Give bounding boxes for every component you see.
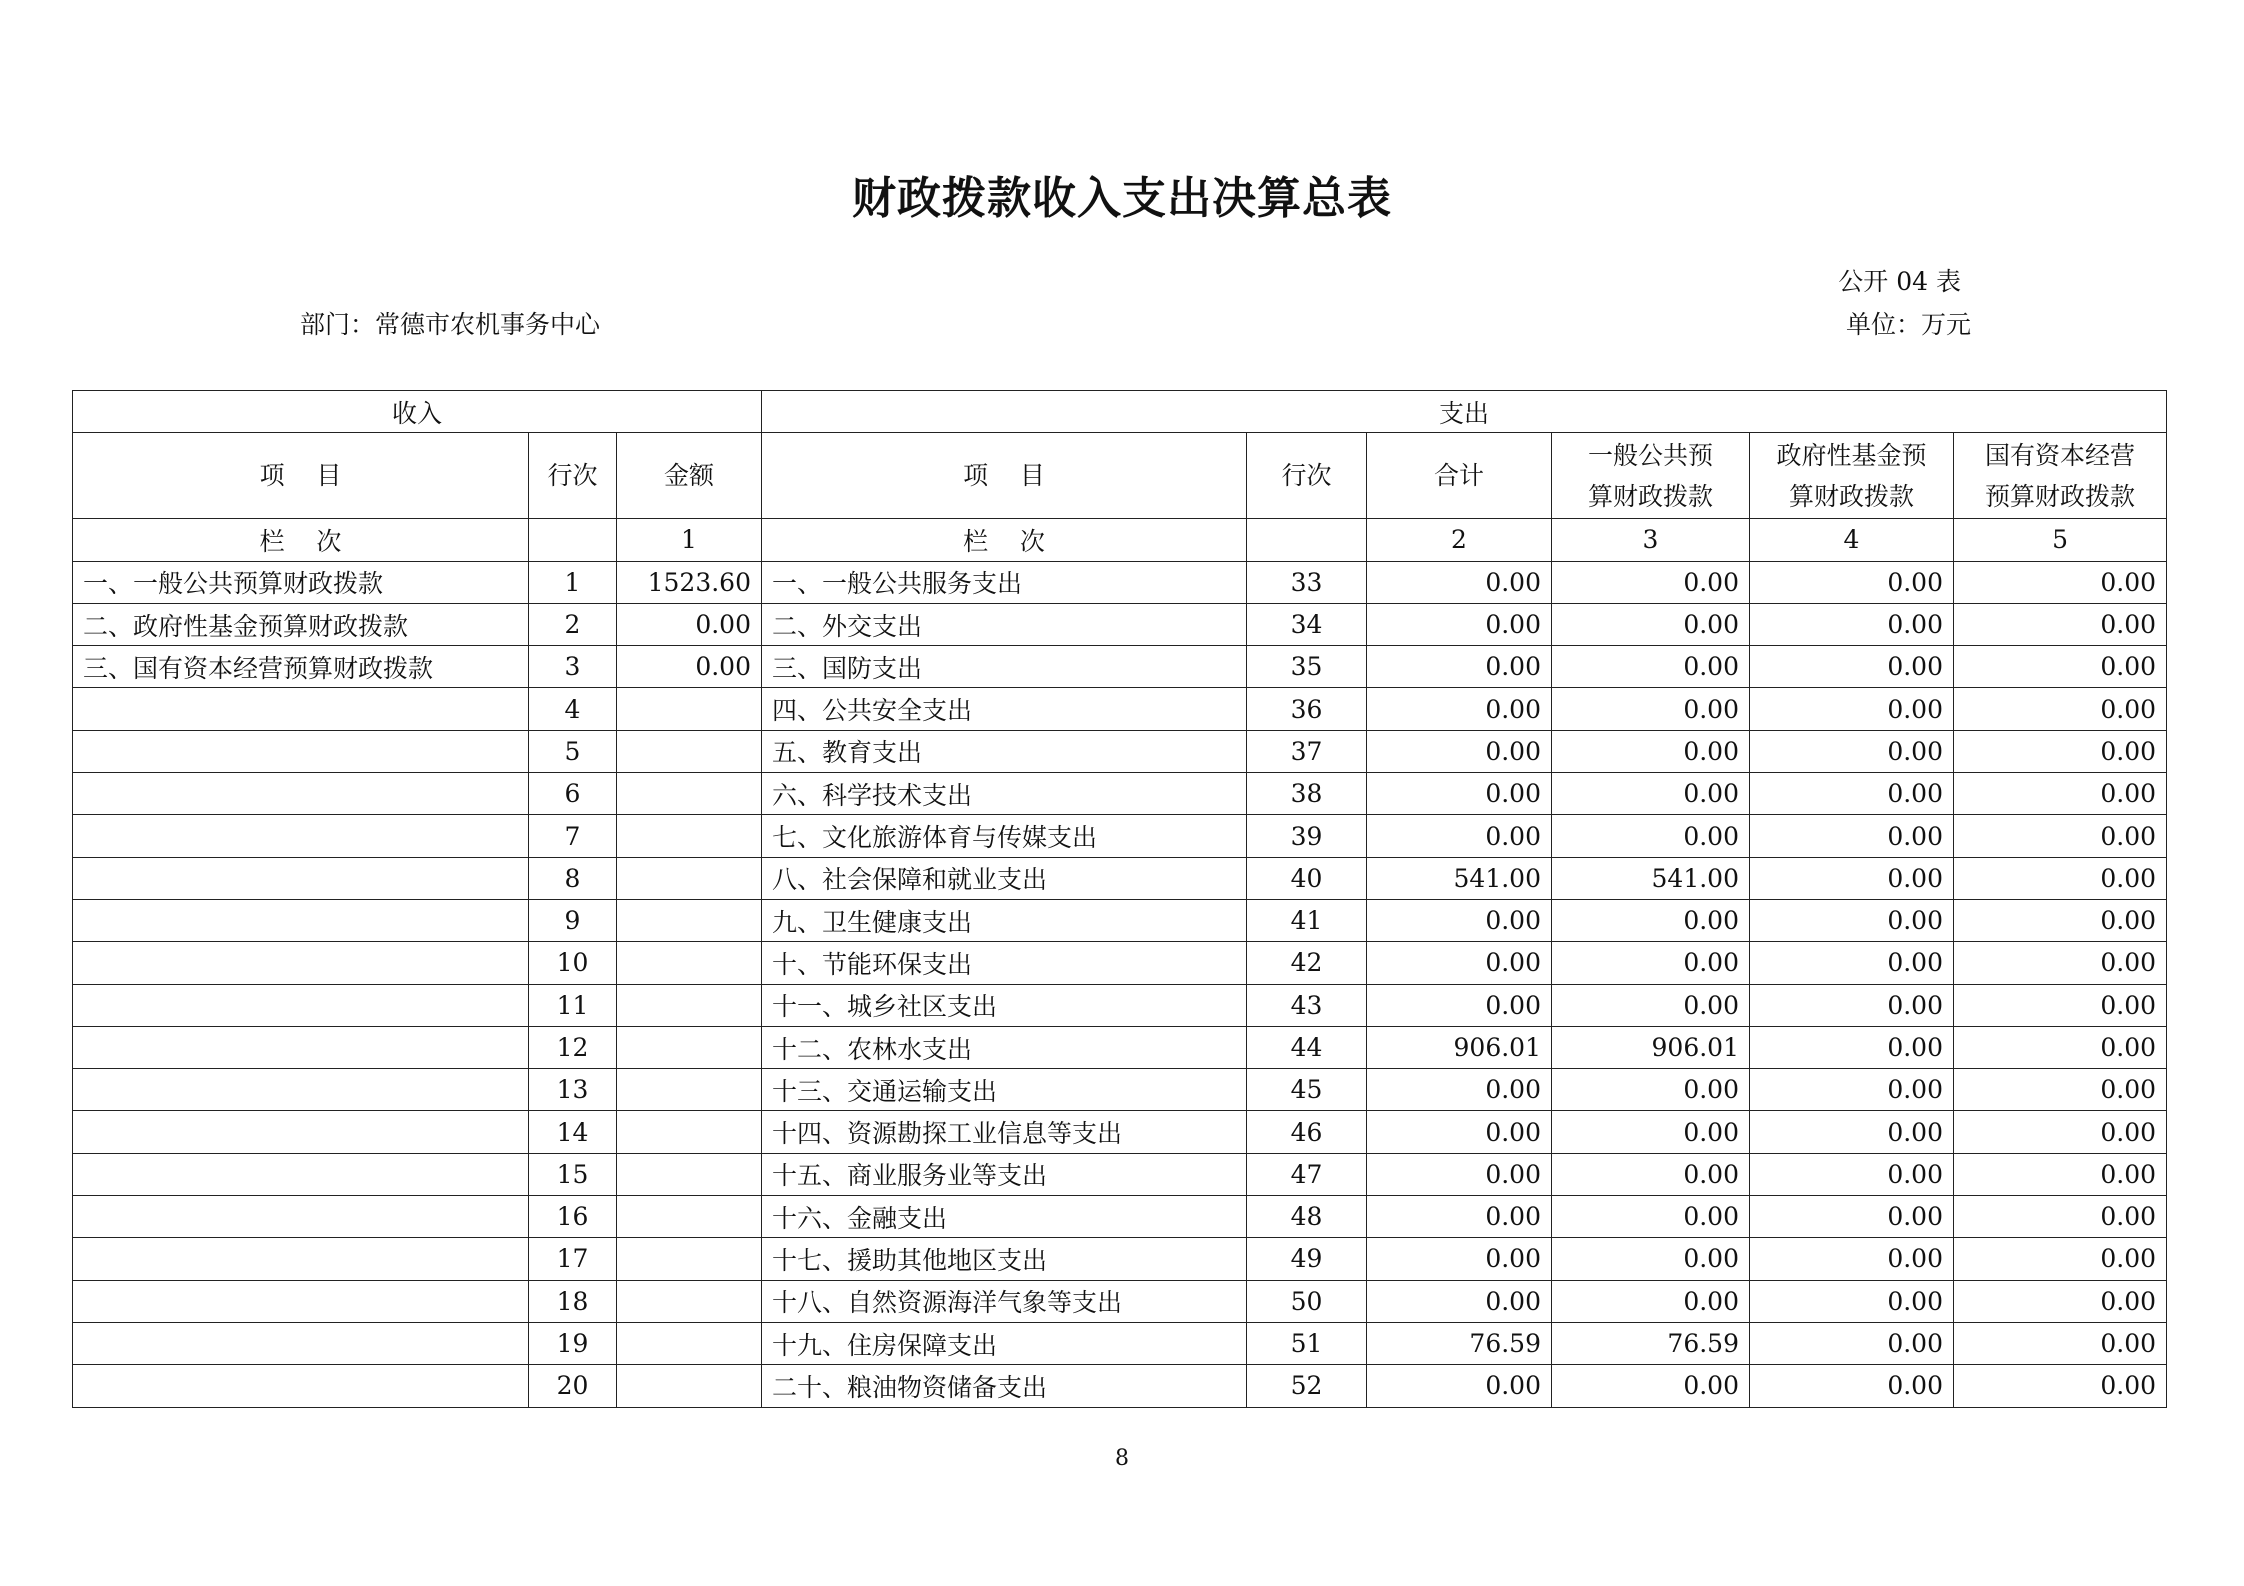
income-row-cell: 10 xyxy=(529,942,617,984)
header-row-index xyxy=(73,519,2167,561)
expense-item-cell: 十三、交通运输支出 xyxy=(762,1069,1247,1111)
table-row xyxy=(73,984,2167,1026)
col-expense-row: 行次 xyxy=(1247,433,1367,519)
index-fund: 4 xyxy=(1750,519,1954,561)
income-amount-cell xyxy=(617,1322,762,1364)
table-row xyxy=(73,1111,2167,1153)
table-row xyxy=(73,1069,2167,1111)
state-budget-cell: 0.00 xyxy=(1954,942,2167,984)
income-amount-cell xyxy=(617,1111,762,1153)
expense-item-cell: 八、社会保障和就业支出 xyxy=(762,857,1247,899)
form-number: 公开 04 表 xyxy=(1838,267,1961,296)
expense-row-cell: 48 xyxy=(1247,1196,1367,1238)
expense-row-cell: 35 xyxy=(1247,646,1367,688)
general-budget-cell: 0.00 xyxy=(1552,1280,1750,1322)
income-row-cell: 18 xyxy=(529,1280,617,1322)
income-item-cell: 三、国有资本经营预算财政拨款 xyxy=(73,646,529,688)
total-cell: 0.00 xyxy=(1367,1069,1552,1111)
income-item-cell xyxy=(73,773,529,815)
total-cell: 0.00 xyxy=(1367,561,1552,603)
total-cell: 0.00 xyxy=(1367,730,1552,772)
state-budget-cell: 0.00 xyxy=(1954,1365,2167,1407)
col-state-budget xyxy=(1954,433,2167,519)
total-cell: 0.00 xyxy=(1367,984,1552,1026)
table-row xyxy=(73,603,2167,645)
income-amount-cell xyxy=(617,942,762,984)
unit-label: 单位：万元 xyxy=(1845,310,1971,339)
income-amount-cell xyxy=(617,730,762,772)
total-cell: 0.00 xyxy=(1367,1153,1552,1195)
expense-row-cell: 44 xyxy=(1247,1026,1367,1068)
total-cell: 0.00 xyxy=(1367,899,1552,941)
income-amount-cell xyxy=(617,688,762,730)
income-amount-cell xyxy=(617,899,762,941)
income-row-cell: 6 xyxy=(529,773,617,815)
col-general-budget xyxy=(1552,433,1750,519)
col-income-item: 项 目 xyxy=(73,433,529,519)
general-budget-cell: 0.00 xyxy=(1552,730,1750,772)
expense-row-cell: 45 xyxy=(1247,1069,1367,1111)
general-budget-cell: 0.00 xyxy=(1552,1365,1750,1407)
expense-row-cell: 46 xyxy=(1247,1111,1367,1153)
income-item-cell xyxy=(73,1365,529,1407)
total-cell: 906.01 xyxy=(1367,1026,1552,1068)
expense-item-cell: 十六、金融支出 xyxy=(762,1196,1247,1238)
income-amount-cell: 0.00 xyxy=(617,603,762,645)
state-budget-cell: 0.00 xyxy=(1954,1069,2167,1111)
total-cell: 0.00 xyxy=(1367,1111,1552,1153)
index-income-label: 栏 次 xyxy=(73,519,529,561)
income-item-cell xyxy=(73,730,529,772)
general-budget-cell: 0.00 xyxy=(1552,773,1750,815)
income-item-cell: 一、一般公共预算财政拨款 xyxy=(73,561,529,603)
table-row xyxy=(73,730,2167,772)
col-income-amount: 金额 xyxy=(617,433,762,519)
income-item-cell xyxy=(73,1196,529,1238)
total-cell: 76.59 xyxy=(1367,1322,1552,1364)
table-row xyxy=(73,1026,2167,1068)
expense-item-cell: 十四、资源勘探工业信息等支出 xyxy=(762,1111,1247,1153)
income-item-cell xyxy=(73,688,529,730)
fund-budget-cell: 0.00 xyxy=(1750,1280,1954,1322)
col-fund-line2: 算财政拨款 xyxy=(1788,481,1914,511)
income-amount-cell xyxy=(617,1153,762,1195)
expense-item-cell: 四、公共安全支出 xyxy=(762,688,1247,730)
expense-item-cell: 十二、农林水支出 xyxy=(762,1026,1247,1068)
state-budget-cell: 0.00 xyxy=(1954,899,2167,941)
income-row-cell: 14 xyxy=(529,1111,617,1153)
income-row-cell: 15 xyxy=(529,1153,617,1195)
state-budget-cell: 0.00 xyxy=(1954,1153,2167,1195)
general-budget-cell: 0.00 xyxy=(1552,1238,1750,1280)
income-amount-cell xyxy=(617,1026,762,1068)
table-row xyxy=(73,646,2167,688)
general-budget-cell: 541.00 xyxy=(1552,857,1750,899)
total-cell: 0.00 xyxy=(1367,942,1552,984)
general-budget-cell: 0.00 xyxy=(1552,899,1750,941)
expense-item-cell: 五、教育支出 xyxy=(762,730,1247,772)
income-item-cell xyxy=(73,1069,529,1111)
expense-row-cell: 41 xyxy=(1247,899,1367,941)
fund-budget-cell: 0.00 xyxy=(1750,773,1954,815)
expense-row-cell: 39 xyxy=(1247,815,1367,857)
total-cell: 0.00 xyxy=(1367,1196,1552,1238)
fund-budget-cell: 0.00 xyxy=(1750,603,1954,645)
income-amount-cell: 0.00 xyxy=(617,646,762,688)
expense-row-cell: 40 xyxy=(1247,857,1367,899)
fund-budget-cell: 0.00 xyxy=(1750,815,1954,857)
fund-budget-cell: 0.00 xyxy=(1750,984,1954,1026)
total-cell: 0.00 xyxy=(1367,646,1552,688)
state-budget-cell: 0.00 xyxy=(1954,646,2167,688)
general-budget-cell: 0.00 xyxy=(1552,1069,1750,1111)
table-row xyxy=(73,773,2167,815)
fund-budget-cell: 0.00 xyxy=(1750,942,1954,984)
total-cell: 0.00 xyxy=(1367,688,1552,730)
income-item-cell xyxy=(73,1238,529,1280)
state-budget-cell: 0.00 xyxy=(1954,561,2167,603)
expense-row-cell: 38 xyxy=(1247,773,1367,815)
income-row-cell: 12 xyxy=(529,1026,617,1068)
income-amount-cell xyxy=(617,815,762,857)
index-expense-row xyxy=(1247,519,1367,561)
fund-budget-cell: 0.00 xyxy=(1750,1238,1954,1280)
income-item-cell xyxy=(73,1026,529,1068)
expense-row-cell: 47 xyxy=(1247,1153,1367,1195)
state-budget-cell: 0.00 xyxy=(1954,1322,2167,1364)
state-budget-cell: 0.00 xyxy=(1954,773,2167,815)
table-row xyxy=(73,815,2167,857)
general-budget-cell: 0.00 xyxy=(1552,646,1750,688)
fund-budget-cell: 0.00 xyxy=(1750,1026,1954,1068)
department-label: 部门：常德市农机事务中心 xyxy=(300,310,601,339)
income-item-cell xyxy=(73,857,529,899)
general-budget-cell: 0.00 xyxy=(1552,1196,1750,1238)
index-income-row xyxy=(529,519,617,561)
general-budget-cell: 76.59 xyxy=(1552,1322,1750,1364)
col-income-row: 行次 xyxy=(529,433,617,519)
table-row xyxy=(73,857,2167,899)
page-title: 财政拨款收入支出决算总表 xyxy=(852,173,1392,224)
fund-budget-cell: 0.00 xyxy=(1750,1365,1954,1407)
expense-row-cell: 51 xyxy=(1247,1322,1367,1364)
col-general-line1: 一般公共预 xyxy=(1587,440,1713,470)
budget-table xyxy=(72,390,2167,1408)
expense-item-cell: 十五、商业服务业等支出 xyxy=(762,1153,1247,1195)
income-row-cell: 20 xyxy=(529,1365,617,1407)
expense-item-cell: 十九、住房保障支出 xyxy=(762,1322,1247,1364)
total-cell: 0.00 xyxy=(1367,603,1552,645)
header-row-section xyxy=(73,391,2167,433)
income-amount-cell xyxy=(617,1196,762,1238)
col-state-line2: 预算财政拨款 xyxy=(1985,481,2136,511)
expense-item-cell: 十八、自然资源海洋气象等支出 xyxy=(762,1280,1247,1322)
general-budget-cell: 0.00 xyxy=(1552,1153,1750,1195)
expense-row-cell: 49 xyxy=(1247,1238,1367,1280)
general-budget-cell: 0.00 xyxy=(1552,688,1750,730)
income-item-cell xyxy=(73,815,529,857)
fund-budget-cell: 0.00 xyxy=(1750,1069,1954,1111)
table-row xyxy=(73,688,2167,730)
col-total: 合计 xyxy=(1367,433,1552,519)
state-budget-cell: 0.00 xyxy=(1954,1111,2167,1153)
total-cell: 0.00 xyxy=(1367,1238,1552,1280)
table-row xyxy=(73,561,2167,603)
fund-budget-cell: 0.00 xyxy=(1750,899,1954,941)
income-item-cell xyxy=(73,984,529,1026)
income-row-cell: 19 xyxy=(529,1322,617,1364)
income-row-cell: 4 xyxy=(529,688,617,730)
expense-row-cell: 42 xyxy=(1247,942,1367,984)
income-item-cell xyxy=(73,1280,529,1322)
income-row-cell: 2 xyxy=(529,603,617,645)
table-row xyxy=(73,1238,2167,1280)
income-row-cell: 17 xyxy=(529,1238,617,1280)
income-row-cell: 5 xyxy=(529,730,617,772)
index-state: 5 xyxy=(1954,519,2167,561)
total-cell: 0.00 xyxy=(1367,773,1552,815)
col-fund-budget xyxy=(1750,433,1954,519)
income-item-cell xyxy=(73,1322,529,1364)
table-row xyxy=(73,1196,2167,1238)
income-row-cell: 16 xyxy=(529,1196,617,1238)
income-row-cell: 7 xyxy=(529,815,617,857)
general-budget-cell: 0.00 xyxy=(1552,603,1750,645)
total-cell: 0.00 xyxy=(1367,815,1552,857)
fund-budget-cell: 0.00 xyxy=(1750,561,1954,603)
page-number: 8 xyxy=(1115,1446,1129,1471)
income-item-cell xyxy=(73,899,529,941)
state-budget-cell: 0.00 xyxy=(1954,1196,2167,1238)
table-row xyxy=(73,942,2167,984)
expense-item-cell: 六、科学技术支出 xyxy=(762,773,1247,815)
state-budget-cell: 0.00 xyxy=(1954,688,2167,730)
income-item-cell: 二、政府性基金预算财政拨款 xyxy=(73,603,529,645)
fund-budget-cell: 0.00 xyxy=(1750,646,1954,688)
income-amount-cell: 1523.60 xyxy=(617,561,762,603)
income-row-cell: 11 xyxy=(529,984,617,1026)
expense-row-cell: 52 xyxy=(1247,1365,1367,1407)
income-amount-cell xyxy=(617,857,762,899)
state-budget-cell: 0.00 xyxy=(1954,857,2167,899)
state-budget-cell: 0.00 xyxy=(1954,815,2167,857)
income-item-cell xyxy=(73,942,529,984)
state-budget-cell: 0.00 xyxy=(1954,1026,2167,1068)
expense-section-header: 支出 xyxy=(762,391,2167,433)
col-fund-line1: 政府性基金预 xyxy=(1776,440,1927,470)
expense-item-cell: 三、国防支出 xyxy=(762,646,1247,688)
expense-item-cell: 七、文化旅游体育与传媒支出 xyxy=(762,815,1247,857)
total-cell: 541.00 xyxy=(1367,857,1552,899)
expense-row-cell: 43 xyxy=(1247,984,1367,1026)
table-row xyxy=(73,1365,2167,1407)
income-amount-cell xyxy=(617,1238,762,1280)
expense-item-cell: 一、一般公共服务支出 xyxy=(762,561,1247,603)
income-amount-cell xyxy=(617,1365,762,1407)
general-budget-cell: 0.00 xyxy=(1552,561,1750,603)
expense-row-cell: 36 xyxy=(1247,688,1367,730)
fund-budget-cell: 0.00 xyxy=(1750,688,1954,730)
expense-item-cell: 二、外交支出 xyxy=(762,603,1247,645)
income-amount-cell xyxy=(617,984,762,1026)
expense-row-cell: 37 xyxy=(1247,730,1367,772)
col-expense-item: 项 目 xyxy=(762,433,1247,519)
income-amount-cell xyxy=(617,773,762,815)
general-budget-cell: 0.00 xyxy=(1552,984,1750,1026)
general-budget-cell: 0.00 xyxy=(1552,942,1750,984)
table-row xyxy=(73,1153,2167,1195)
income-amount-cell xyxy=(617,1069,762,1111)
table-row xyxy=(73,899,2167,941)
expense-row-cell: 50 xyxy=(1247,1280,1367,1322)
income-item-cell xyxy=(73,1153,529,1195)
expense-item-cell: 二十、粮油物资储备支出 xyxy=(762,1365,1247,1407)
index-total: 2 xyxy=(1367,519,1552,561)
state-budget-cell: 0.00 xyxy=(1954,730,2167,772)
total-cell: 0.00 xyxy=(1367,1280,1552,1322)
state-budget-cell: 0.00 xyxy=(1954,603,2167,645)
income-section-header: 收入 xyxy=(73,391,762,433)
table-row xyxy=(73,1280,2167,1322)
expense-row-cell: 34 xyxy=(1247,603,1367,645)
col-general-line2: 算财政拨款 xyxy=(1587,481,1713,511)
state-budget-cell: 0.00 xyxy=(1954,984,2167,1026)
fund-budget-cell: 0.00 xyxy=(1750,1196,1954,1238)
income-row-cell: 13 xyxy=(529,1069,617,1111)
income-row-cell: 9 xyxy=(529,899,617,941)
table-row xyxy=(73,1322,2167,1364)
expense-item-cell: 十七、援助其他地区支出 xyxy=(762,1238,1247,1280)
general-budget-cell: 0.00 xyxy=(1552,1111,1750,1153)
income-item-cell xyxy=(73,1111,529,1153)
general-budget-cell: 0.00 xyxy=(1552,815,1750,857)
fund-budget-cell: 0.00 xyxy=(1750,1322,1954,1364)
expense-item-cell: 十、节能环保支出 xyxy=(762,942,1247,984)
income-row-cell: 3 xyxy=(529,646,617,688)
expense-item-cell: 九、卫生健康支出 xyxy=(762,899,1247,941)
index-expense-label: 栏 次 xyxy=(762,519,1247,561)
fund-budget-cell: 0.00 xyxy=(1750,1153,1954,1195)
state-budget-cell: 0.00 xyxy=(1954,1280,2167,1322)
fund-budget-cell: 0.00 xyxy=(1750,857,1954,899)
fund-budget-cell: 0.00 xyxy=(1750,730,1954,772)
index-general: 3 xyxy=(1552,519,1750,561)
expense-row-cell: 33 xyxy=(1247,561,1367,603)
income-amount-cell xyxy=(617,1280,762,1322)
expense-item-cell: 十一、城乡社区支出 xyxy=(762,984,1247,1026)
income-row-cell: 8 xyxy=(529,857,617,899)
state-budget-cell: 0.00 xyxy=(1954,1238,2167,1280)
index-income-amount: 1 xyxy=(617,519,762,561)
fund-budget-cell: 0.00 xyxy=(1750,1111,1954,1153)
col-state-line1: 国有资本经营 xyxy=(1985,440,2136,470)
income-row-cell: 1 xyxy=(529,561,617,603)
header-row-columns xyxy=(73,433,2167,519)
general-budget-cell: 906.01 xyxy=(1552,1026,1750,1068)
total-cell: 0.00 xyxy=(1367,1365,1552,1407)
